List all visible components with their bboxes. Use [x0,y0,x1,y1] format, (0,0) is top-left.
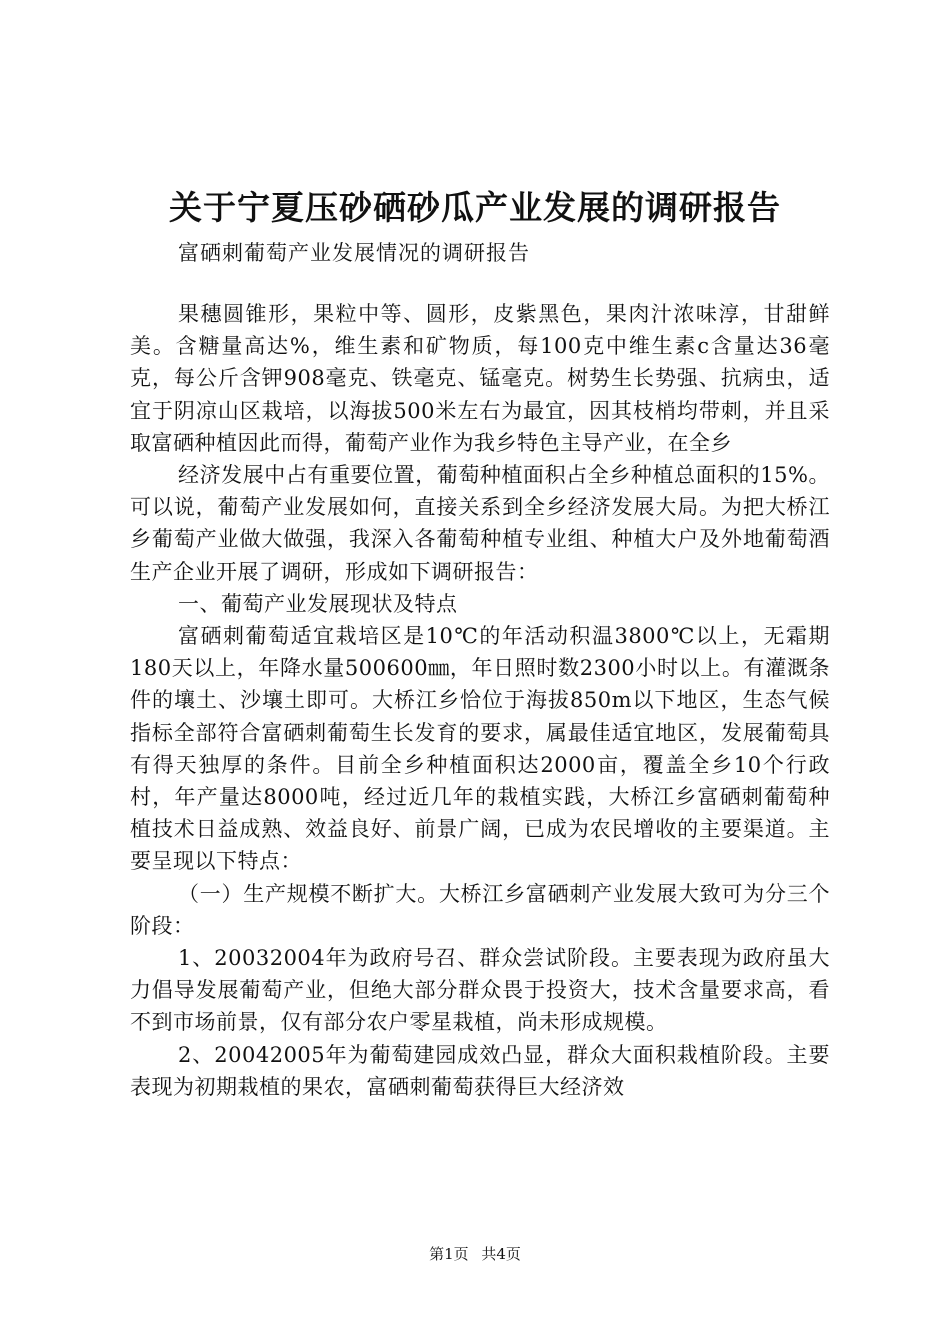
document-body [130,298,830,1103]
section-heading-1: 一、葡萄产业发展现状及特点 [178,591,458,616]
document-subtitle: 富硒刺葡萄产业发展情况的调研报告 [178,241,530,265]
paragraph-5: 2、20042005年为葡萄建园成效凸显，群众大面积栽植阶段。主要表现为初期栽植的果农，富硒刺葡萄获得巨大经济效 [130,1042,830,1099]
subsection-heading-1: （一）生产规模不断扩大。大桥江乡富硒刺产业发展大致可为分三个阶段： [130,881,830,938]
document-title: 关于宁夏压砂硒砂瓜产业发展的调研报告 [169,188,781,227]
paragraph-4: 1、20032004年为政府号召、群众尝试阶段。主要表现为政府虽大力倡导发展葡萄产业，但绝大部分群众畏于投资大，技术含量要求高，看不到市场前景，仅有部分农户零星栽植，尚未形成规模。 [130,946,830,1035]
page-footer [0,1244,950,1264]
paragraph-1: 果穗圆锥形，果粒中等、圆形，皮紫黑色，果肉汁浓味淳，甘甜鲜美。含糖量高达%，维生素和矿物质，每100克中维生素c含量达36毫克，每公斤含钾908毫克、铁毫克、锰毫克。树势生长势强、抗病虫，适宜于阴凉山区栽培，以海拔500米左右为最宜，因其枝梢均带刺，并且采取富硒种植因此而得，葡萄产业作为我乡特色主导产业，在全乡 [130,302,830,455]
page-number: 第1页 [429,1245,469,1263]
paragraph-3: 富硒刺葡萄适宜栽培区是10℃的年活动积温3800℃以上，无霜期180天以上，年降水量500600㎜，年日照时数2300小时以上。有灌溉条件的壤土、沙壤土即可。大桥江乡恰位于海拔850m以下地区，生态气候指标全部符合富硒刺葡萄生长发育的要求，属最佳适宜地区，发展葡萄具有得天独厚的条件。目前全乡种植面积达2000亩，覆盖全乡10个行政村，年产量达8000吨，经过近几年的栽植实践，大桥江乡富硒刺葡萄种植技术日益成熟、效益良好、前景广阔，已成为农民增收的主要渠道。主要呈现以下特点： [130,624,830,874]
page-total: 共4页 [481,1245,521,1263]
paragraph-2: 经济发展中占有重要位置，葡萄种植面积占全乡种植总面积的15%。可以说，葡萄产业发展如何，直接关系到全乡经济发展大局。为把大桥江乡葡萄产业做大做强，我深入各葡萄种植专业组、种植大户及外地葡萄酒生产企业开展了调研，形成如下调研报告： [130,463,830,584]
